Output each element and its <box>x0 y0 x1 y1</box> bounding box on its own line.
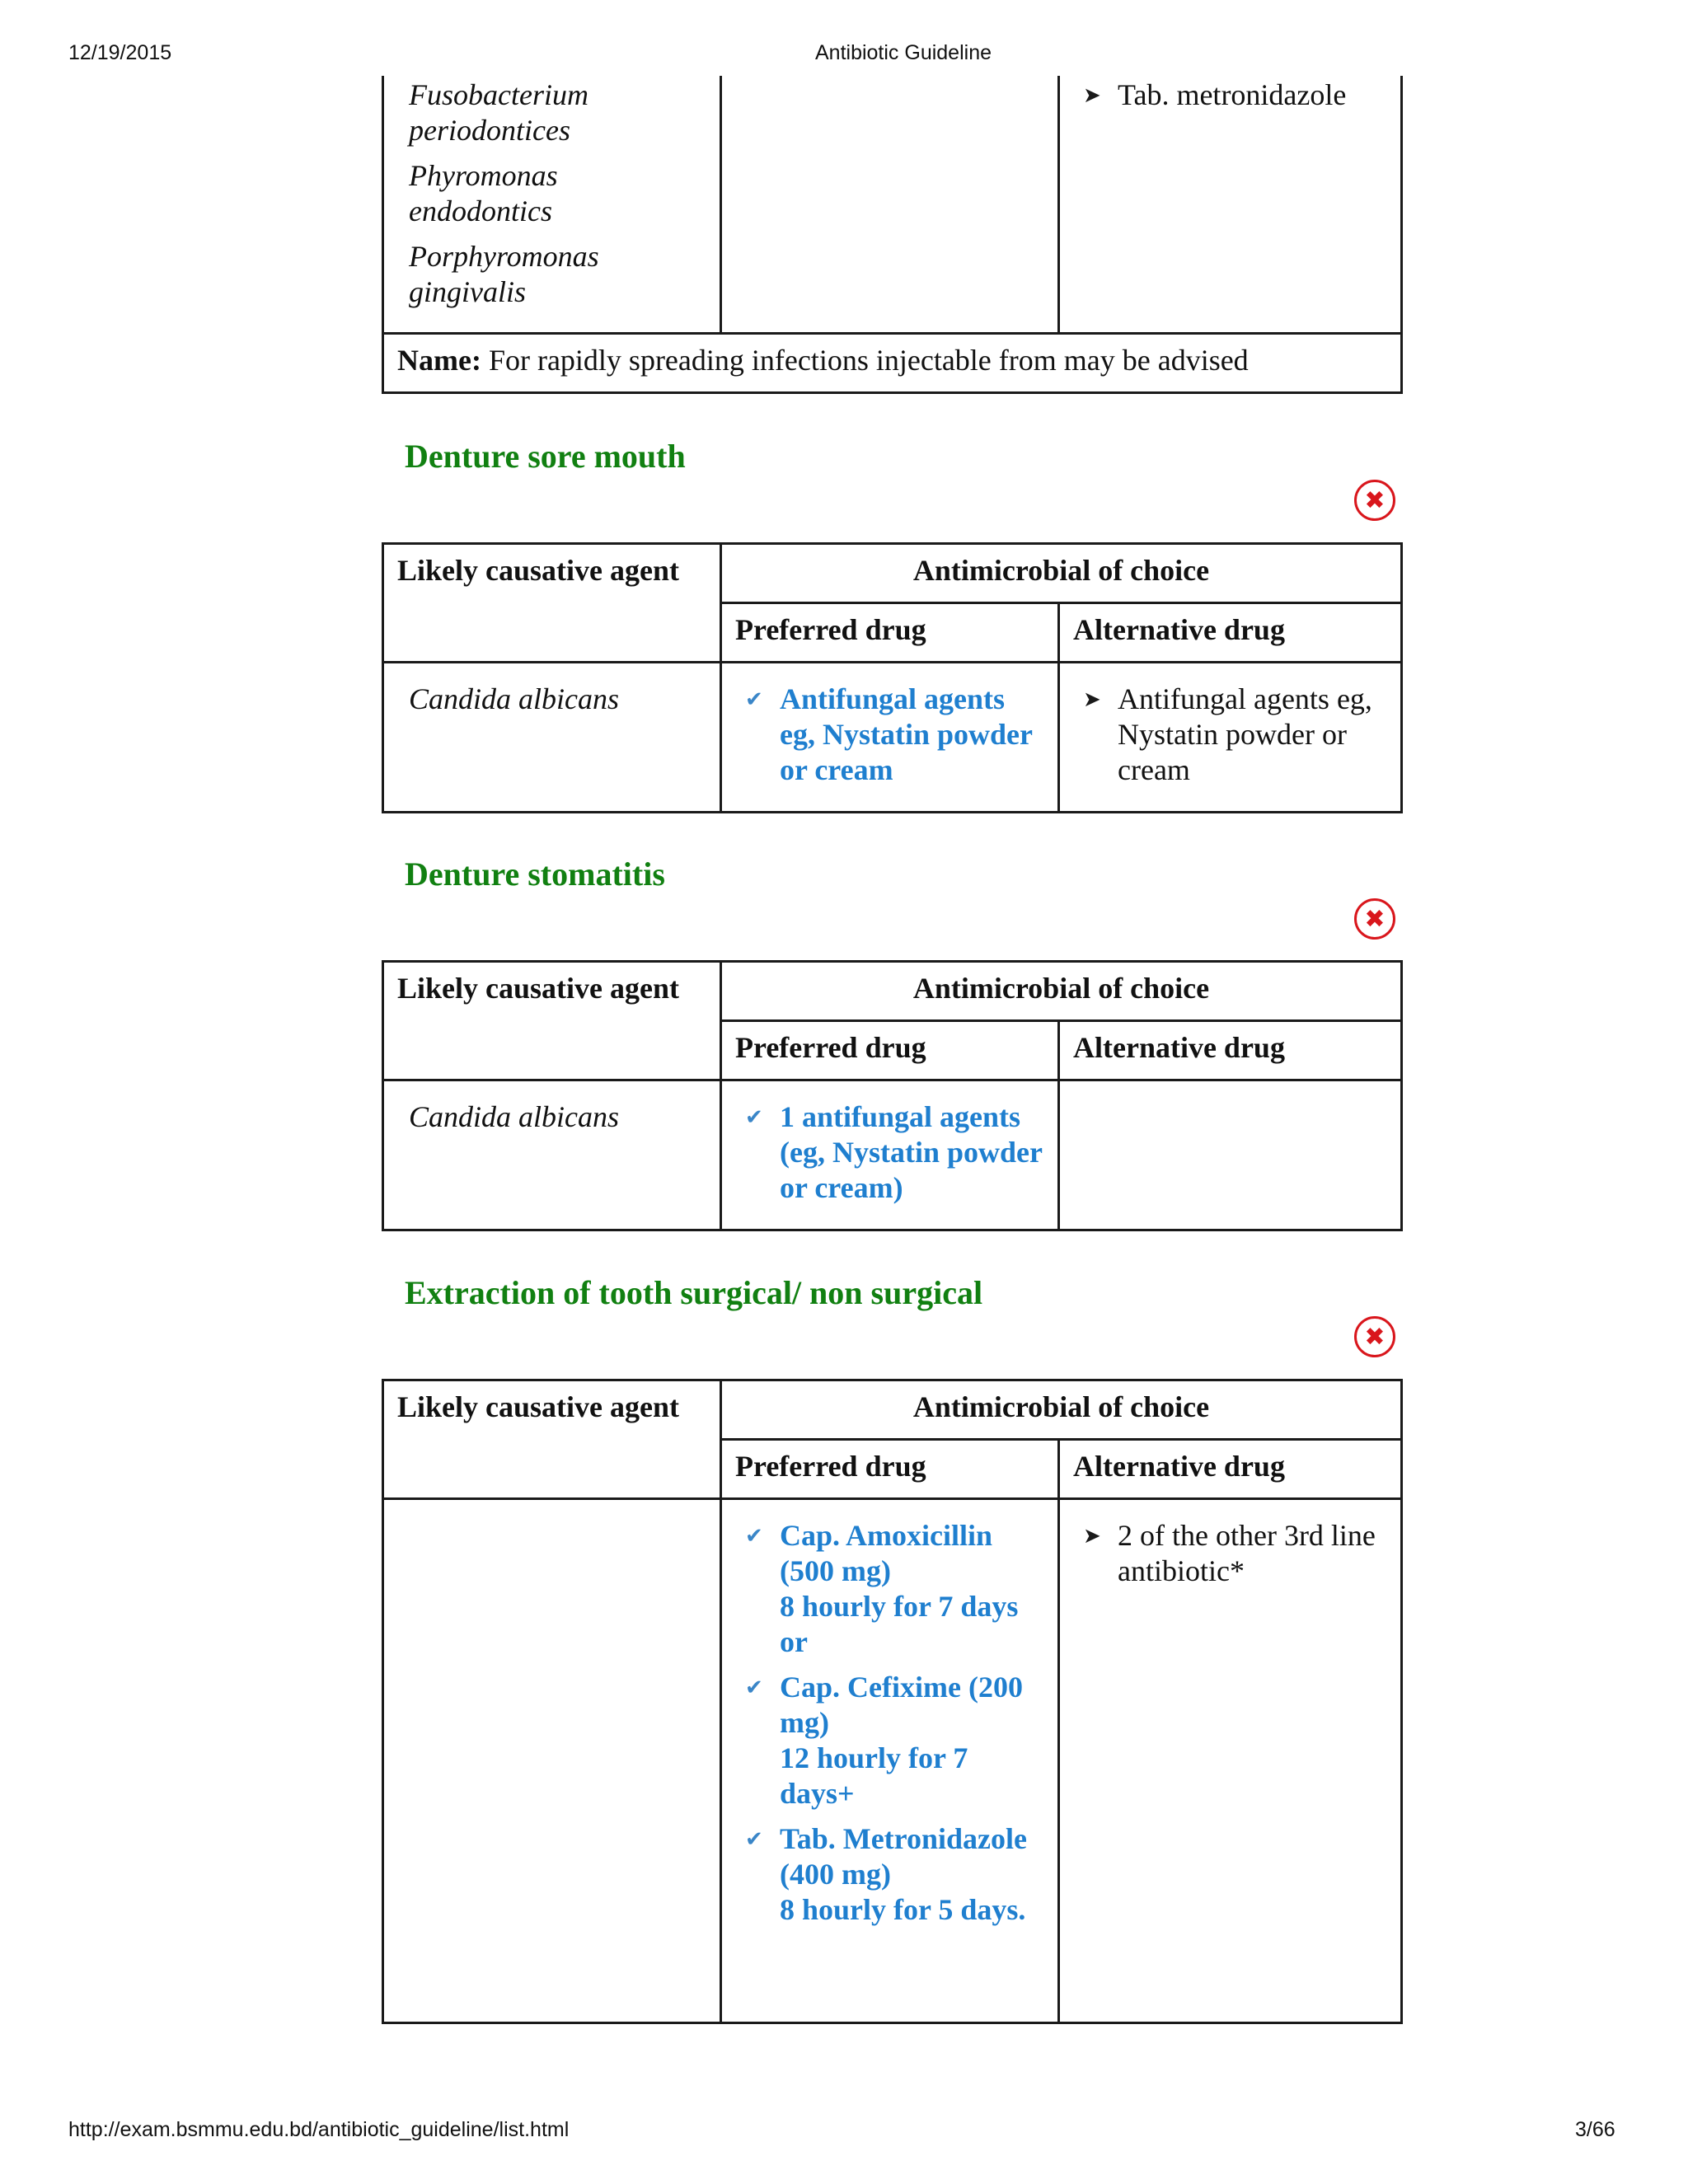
check-icon: ✔ <box>745 1524 763 1548</box>
preferred-cell <box>721 1080 1059 1230</box>
check-icon: ✔ <box>745 1105 763 1129</box>
header-agent: Likely causative agent <box>383 962 721 1080</box>
header-antimicrobial: Antimicrobial of choice <box>721 544 1402 603</box>
preferred-cell <box>721 1499 1059 2023</box>
preferred-dose: 12 hourly for 7 days+ <box>780 1741 968 1810</box>
agent-cell: Candida albicans <box>383 663 721 813</box>
header-preferred: Preferred drug <box>721 603 1059 663</box>
print-url: http://exam.bsmmu.edu.bd/antibiotic_guideline/list.html <box>68 2118 570 2141</box>
section-table <box>382 960 1403 1231</box>
alternative-item <box>1083 1518 1387 1589</box>
preferred-dose: 8 hourly for 7 days or <box>780 1590 1019 1658</box>
preferred-cell <box>721 663 1059 813</box>
check-icon: ✔ <box>745 1675 763 1699</box>
section-table <box>382 1379 1403 2024</box>
continued-table <box>382 76 1403 394</box>
arrow-bullet-icon: ➤ <box>1083 83 1101 107</box>
section-title: Denture stomatitis <box>405 855 665 893</box>
header-antimicrobial: Antimicrobial of choice <box>721 1380 1402 1440</box>
agent-cell: Candida albicans <box>383 1080 721 1230</box>
agents-cell <box>383 76 721 333</box>
header-agent: Likely causative agent <box>383 1380 721 1499</box>
close-circle-icon[interactable]: ✖ <box>1354 1316 1395 1357</box>
preferred-item <box>745 1518 1044 1660</box>
preferred-text: Antifungal agents eg, Nystatin powder or cream <box>780 682 1033 786</box>
note-row <box>383 333 1402 392</box>
preferred-item <box>745 1670 1044 1811</box>
preferred-dose: 8 hourly for 5 days. <box>780 1893 1026 1926</box>
alternative-cell <box>1059 1499 1402 2023</box>
close-circle-icon[interactable]: ✖ <box>1354 480 1395 521</box>
alternative-text: 2 of the other 3rd line antibiotic* <box>1118 1519 1376 1587</box>
header-antimicrobial: Antimicrobial of choice <box>721 962 1402 1021</box>
section-title: Extraction of tooth surgical/ non surgical <box>405 1274 983 1311</box>
preferred-text: 1 antifungal agents (eg, Nystatin powder or cream) <box>780 1100 1043 1204</box>
preferred-item <box>745 1099 1044 1206</box>
preferred-item <box>745 1821 1044 1928</box>
check-icon: ✔ <box>745 1827 763 1851</box>
section-table <box>382 542 1403 813</box>
alternative-cell <box>1059 1080 1402 1230</box>
agent-name: Fusobacterium periodontices <box>409 78 588 147</box>
preferred-item <box>745 682 1044 788</box>
alternative-cell <box>1059 663 1402 813</box>
alternative-item <box>1083 77 1384 113</box>
arrow-bullet-icon: ➤ <box>1083 1524 1101 1548</box>
check-icon: ✔ <box>745 687 763 711</box>
agent-name: Porphyromonas gingivalis <box>409 240 599 308</box>
close-circle-icon[interactable]: ✖ <box>1354 898 1395 940</box>
preferred-drug: Cap. Cefixime (200 mg) <box>780 1671 1023 1739</box>
alternative-text: Antifungal agents eg, Nystatin powder or cream <box>1118 682 1372 786</box>
header-alternative: Alternative drug <box>1059 1440 1402 1499</box>
header-preferred: Preferred drug <box>721 1440 1059 1499</box>
header-alternative: Alternative drug <box>1059 603 1402 663</box>
note-label: Name: <box>397 343 481 377</box>
print-title: Antibiotic Guideline <box>814 41 992 64</box>
print-date: 12/19/2015 <box>68 41 172 64</box>
alternative-text: Tab. metronidazole <box>1118 78 1347 111</box>
preferred-drug: Tab. Metronidazole (400 mg) <box>780 1822 1028 1891</box>
section-title: Denture sore mouth <box>405 438 686 475</box>
header-preferred: Preferred drug <box>721 1021 1059 1080</box>
agent-name: Phyromonas endodontics <box>409 159 558 227</box>
arrow-bullet-icon: ➤ <box>1083 687 1101 711</box>
agent-cell <box>383 1499 721 2023</box>
alternative-cell <box>1059 76 1402 333</box>
page-number: 3/66 <box>1575 2118 1615 2141</box>
preferred-drug: Cap. Amoxicillin (500 mg) <box>780 1519 993 1587</box>
alternative-item <box>1083 682 1387 788</box>
preferred-cell <box>721 76 1059 333</box>
note-text: For rapidly spreading infections injectable from may be advised <box>481 343 1249 377</box>
header-alternative: Alternative drug <box>1059 1021 1402 1080</box>
header-agent: Likely causative agent <box>383 544 721 663</box>
